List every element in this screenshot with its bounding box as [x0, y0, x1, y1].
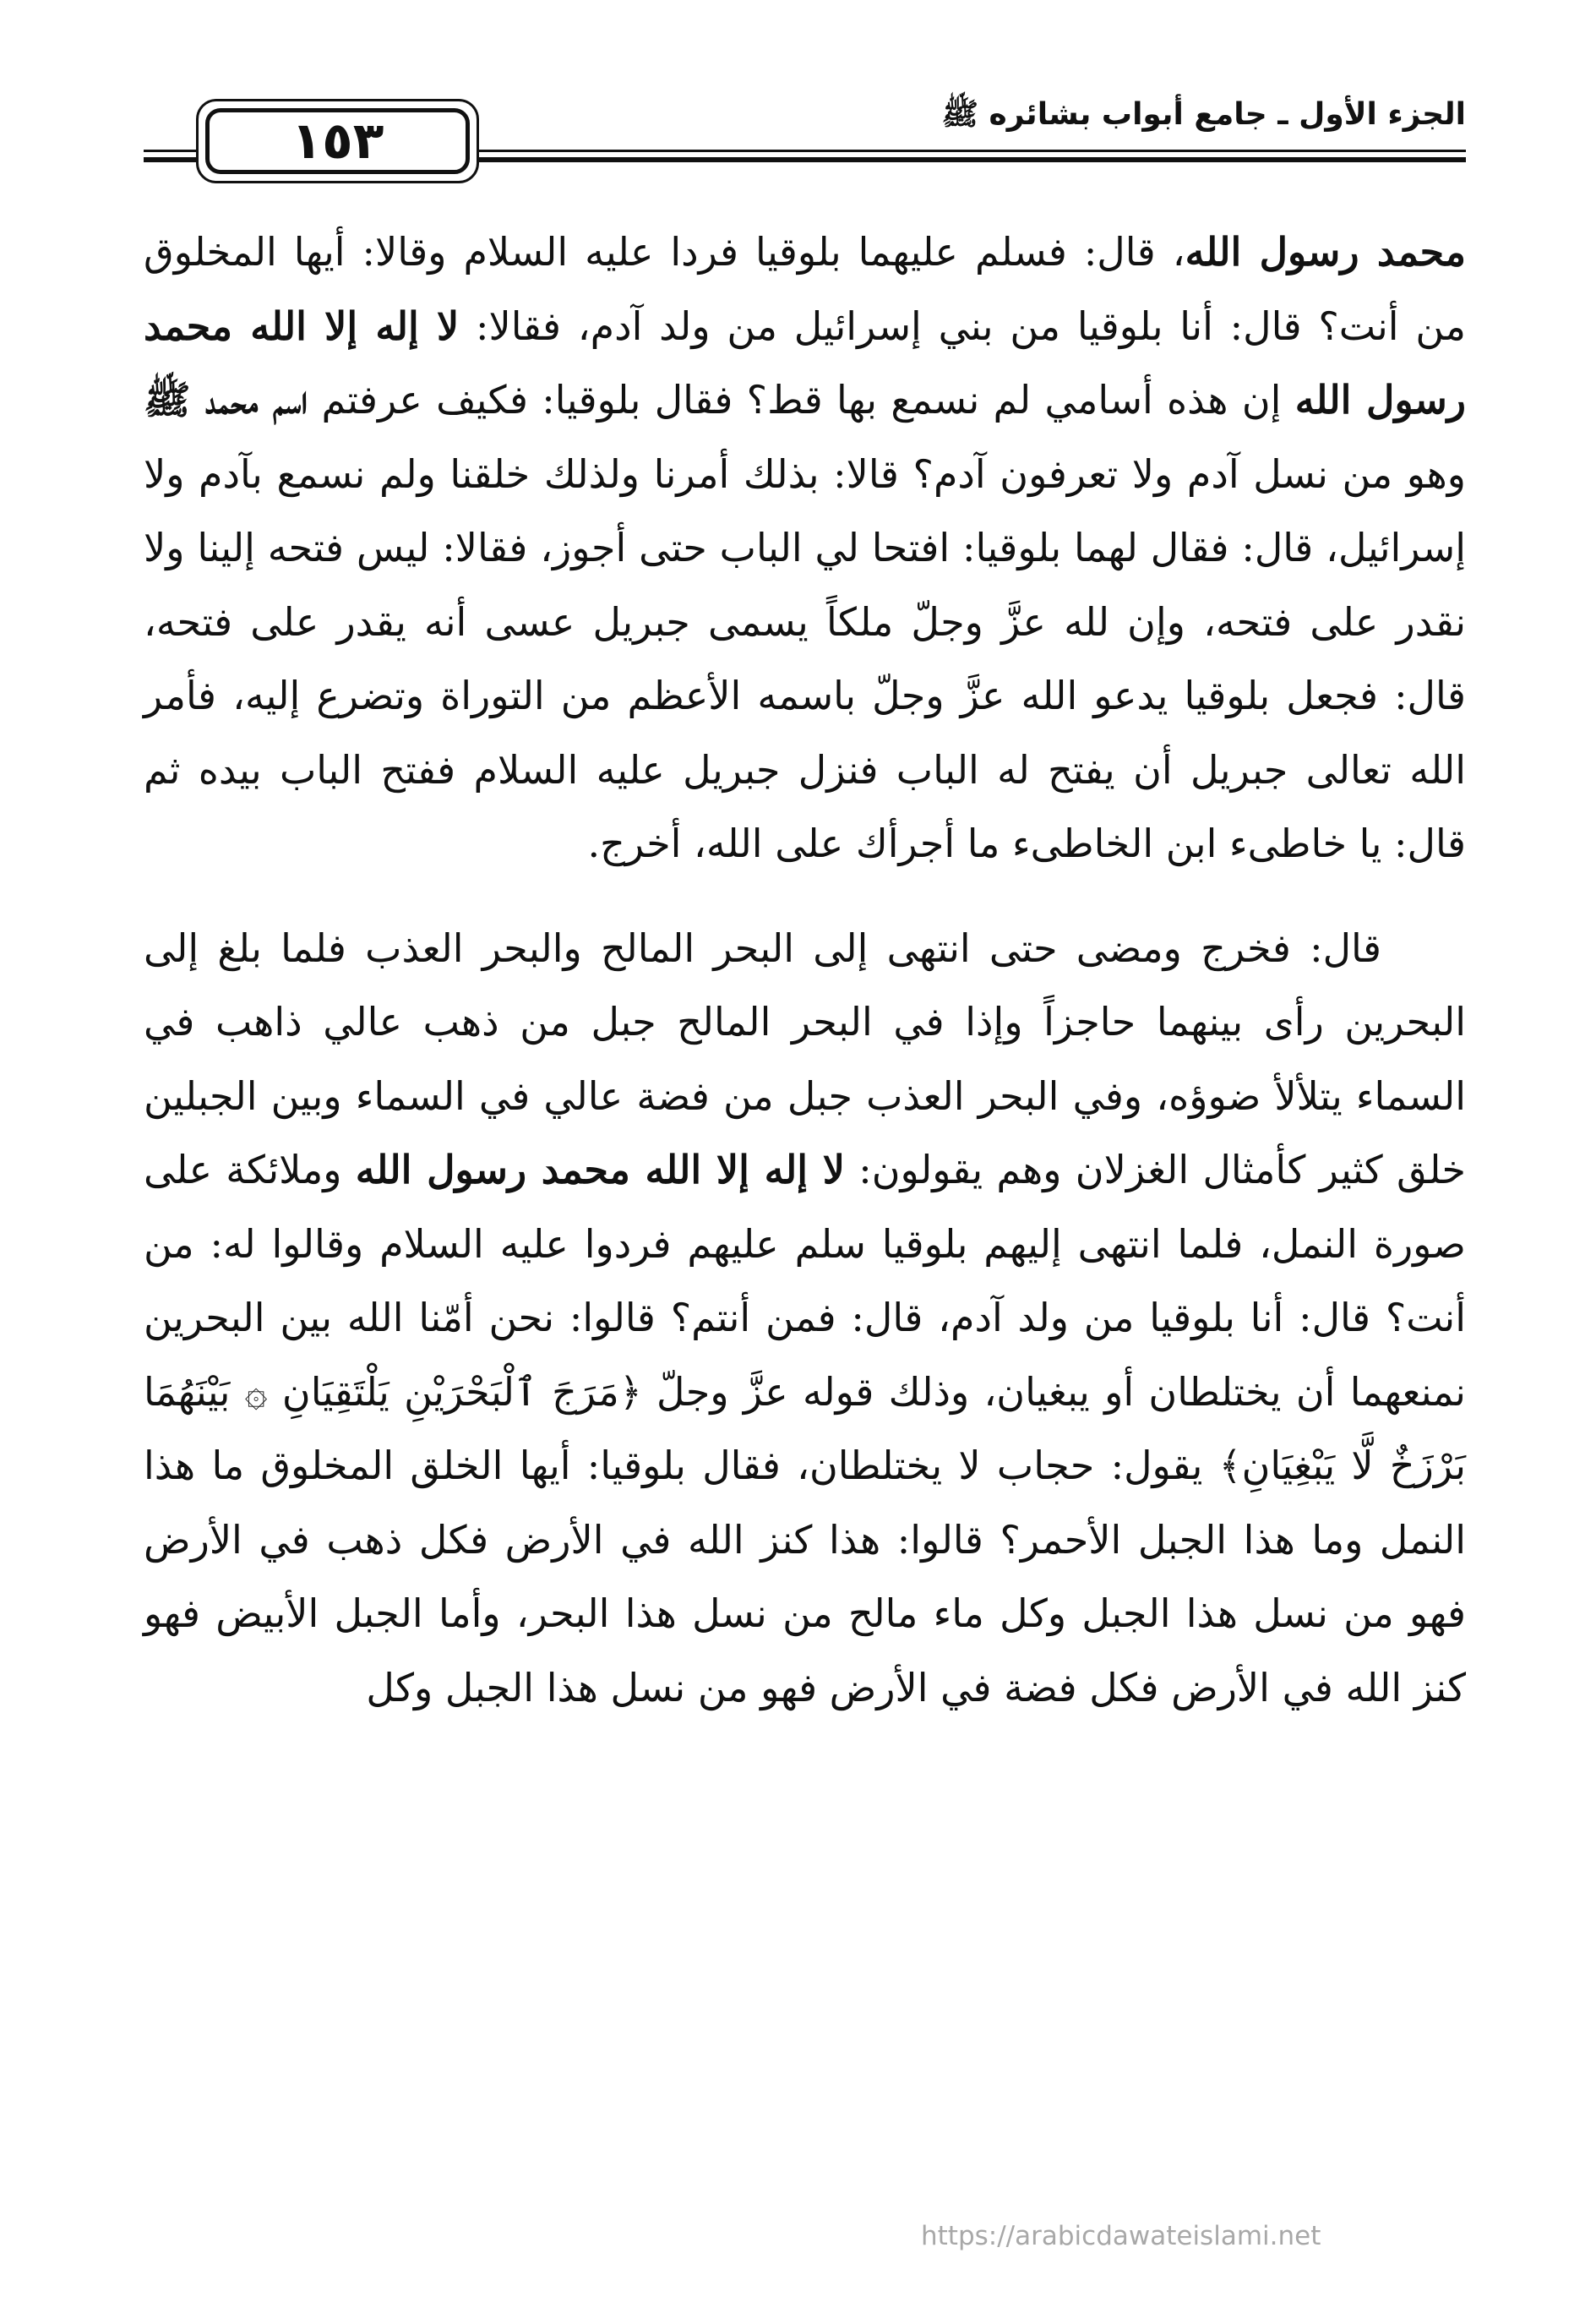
- running-head-title: الجزء الأول ـ جامع أبواب بشائره ﷺ: [941, 97, 1466, 132]
- paragraph-2: [144, 912, 1466, 1726]
- header-rule-right: [479, 150, 1466, 162]
- bold-phrase: محمد رسول الله: [1185, 229, 1466, 275]
- text-run: قال: فخرج ومضى حتى انتهى إلى البحر المالح والبحر العذب فلما بلغ إلى البحرين رأى بينهما حاجزاً وإذا في البحر المالح جبل من ذهب عالي ذاهب في السماء يتلألأ ضوؤه، وفي البحر العذب جبل من فضة عالي في السماء وبين الجبلين خلق كثير كأمثال الغزلان وهم يقولون:: [144, 925, 1466, 1192]
- text-run: وهو من نسل آدم ولا تعرفون آدم؟ قالا: بذلك أمرنا ولذلك خلقنا ولم نسمع بآدم ولا إسرائيل، قال: فقال لهما بلوقيا: افتحا لي الباب حتى أجوز، فقالا: ليس فتحه إلينا ولا نقدر على فتحه، وإن لله عزَّ وجلّ ملكاً يسمى جبريل عسى أنه يقدر على فتحه، قال: فجعل بلوقيا يدعو الله عزَّ وجلّ باسمه الأعظم من التوراة وتضرع إليه، فأمر الله تعالى جبريل أن يفتح له الباب فنزل جبريل عليه السلام ففتح الباب بيده ثم قال: يا خاطىء ابن الخاطىء ما أجرأك على الله، أخرج.: [144, 450, 1466, 866]
- bold-phrase: اسم محمد ﷺ: [144, 377, 308, 423]
- text-run: ، قال: فسلم عليهما بلوقيا فردا عليه السلام وقالا: أيها المخلوق من أنت؟ قال: أنا بلوقيا من بني إسرائيل من ولد آدم، فقالا:: [144, 229, 1467, 349]
- page-number: ١٥٣: [291, 112, 384, 171]
- page-number-frame: [196, 99, 479, 183]
- bold-phrase: لا إله إلا الله محمد رسول الله: [355, 1147, 845, 1192]
- watermark-url: https://arabicdawateislami.net: [921, 2221, 1321, 2251]
- page-header: [144, 89, 1466, 182]
- text-run: وملائكة على صورة النمل، فلما انتهى إليهم بلوقيا سلم عليهم فردوا عليه السلام وقالوا له: من أنت؟ قال: أنا بلوقيا من ولد آدم، قال: فمن أنتم؟ قالوا: نحن أمّنا الله بين البحرين نمنعهما أن يختلطان أو يبغيان، وذلك قوله عزَّ وجلّ ﴿مَرَجَ ٱلْبَحْرَيْنِ يَلْتَقِيَانِ ۞ بَيْنَهُمَا بَرْزَخٌ لَّا يَبْغِيَانِ﴾ يقول: حجاب لا يختلطان، فقال بلوقيا: أيها الخلق المخلوق ما هذا النمل وما هذا الجبل الأحمر؟ قالوا: هذا كنز الله في الأرض فكل ذهب في الأرض فهو من نسل هذا الجبل وكل ماء مالح من نسل هذا البحر، وأما الجبل الأبيض فهو كنز الله في الأرض فكل فضة في الأرض فهو من نسل هذا الجبل وكل: [144, 1147, 1466, 1710]
- paragraph-1: [144, 215, 1466, 881]
- text-run: إن هذه أسامي لم نسمع بها قط؟ فقال بلوقيا: فكيف عرفتم: [308, 377, 1295, 423]
- page-body: [144, 215, 1466, 1725]
- bold-phrase: لا إله إلا الله محمد رسول الله: [144, 303, 1466, 423]
- header-rule-left: [144, 150, 196, 162]
